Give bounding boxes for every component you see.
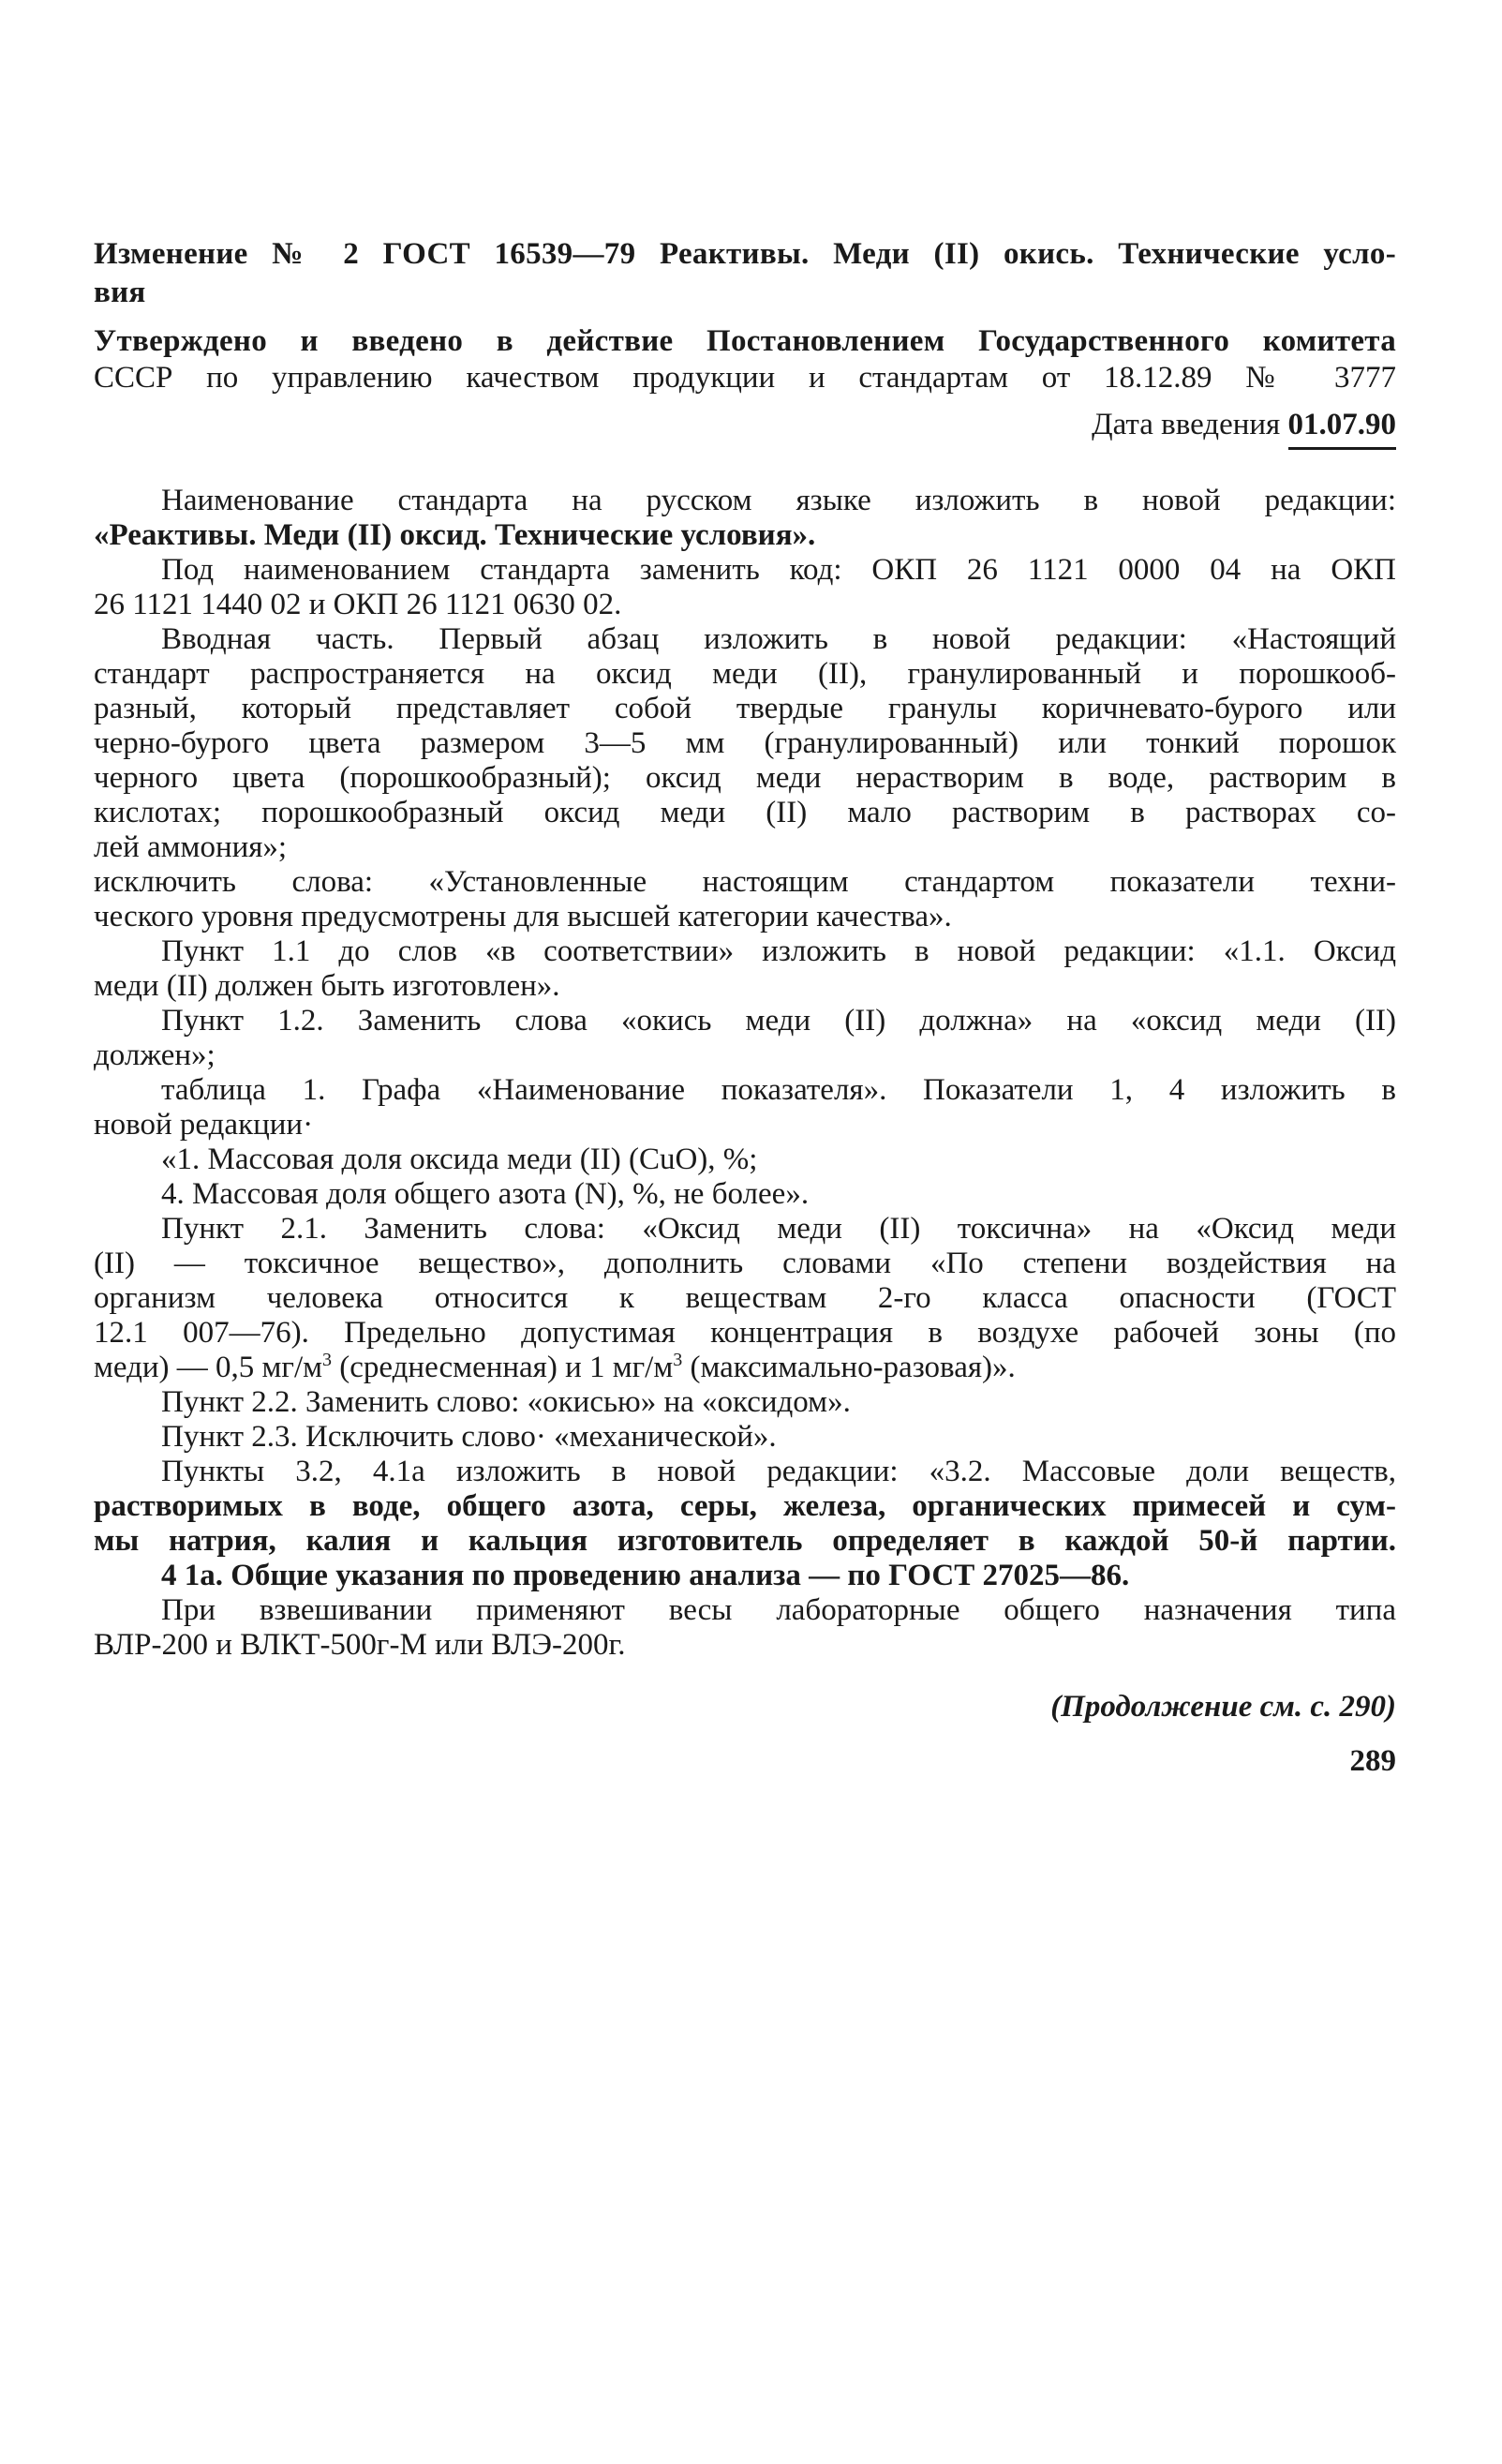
body-line: 4. Массовая доля общего азота (N), %, не более». <box>161 1177 810 1211</box>
approval-line-2: СССР по управлению качеством продукции и стандартам от 18.12.89 № 3777 <box>94 361 1396 395</box>
body-line: черно-бурого цвета размером 3—5 мм (гранулированный) или тонкий порошок <box>94 726 1396 760</box>
continuation-note: (Продолжение см. с. 290) <box>1050 1690 1396 1724</box>
body-line: Пункт 1.2. Заменить слова «окись меди (II) должна» на «оксид меди (II) <box>161 1004 1396 1038</box>
body-line: Наименование стандарта на русском языке изложить в новой редакции: <box>161 484 1396 517</box>
effective-date-label: Дата введения <box>1092 408 1281 441</box>
body-line: ВЛР-200 и ВЛКТ-500г-М или ВЛЭ-200г. <box>94 1628 626 1662</box>
body-line <box>94 1352 1396 1383</box>
body-line: растворимых в воде, общего азота, серы, железа, органических примесей и сум- <box>94 1489 1396 1523</box>
body-line: стандарт распространяется на оксид меди (II), гранулированный и порошкооб- <box>94 657 1396 691</box>
body-line: 26 1121 1440 02 и ОКП 26 1121 0630 02. <box>94 588 622 621</box>
body-line: 4 1а. Общие указания по проведению анализа — по ГОСТ 27025—86. <box>161 1559 1130 1592</box>
body-line: мы натрия, калия и кальция изготовитель определяет в каждой 50-й партии. <box>94 1524 1396 1558</box>
body-text-run: меди) — 0,5 мг/м <box>94 1351 323 1384</box>
body-line: Под наименованием стандарта заменить код: ОКП 26 1121 0000 04 на ОКП <box>161 553 1396 587</box>
body-line: кислотах; порошкообразный оксид меди (II) мало растворим в растворах со- <box>94 796 1396 829</box>
amendment-title-line-1: Изменение № 2 ГОСТ 16539—79 Реактивы. Меди (II) окись. Технические усло- <box>94 237 1396 271</box>
body-line: При взвешивании применяют весы лабораторные общего назначения типа <box>161 1593 1396 1627</box>
amendment-title-line-2: вия <box>94 276 146 309</box>
superscript: 3 <box>322 1350 333 1370</box>
body-line: Пункт 1.1 до слов «в соответствии» изложить в новой редакции: «1.1. Оксид <box>161 934 1396 968</box>
body-line: Пункт 2.1. Заменить слова: «Оксид меди (II) токсична» на «Оксид меди <box>161 1212 1396 1246</box>
body-line: Вводная часть. Первый абзац изложить в новой редакции: «Настоящий <box>161 622 1396 656</box>
body-line: организм человека относится к веществам 2-го класса опасности (ГОСТ <box>94 1281 1396 1315</box>
body-line: исключить слова: «Установленные настоящим стандартом показатели техни- <box>94 865 1396 899</box>
body-line: новой редакции· <box>94 1108 314 1142</box>
body-line: 12.1 007—76). Предельно допустимая концентрация в воздухе рабочей зоны (по <box>94 1316 1396 1350</box>
body-line: лей аммония»; <box>94 830 288 864</box>
body-line: (II) — токсичное вещество», дополнить словами «По степени воздействия на <box>94 1247 1396 1280</box>
superscript: 3 <box>673 1350 683 1370</box>
effective-date <box>94 410 1396 441</box>
body-text-run: (среднесменная) и 1 мг/м <box>332 1351 674 1384</box>
body-line: Пункт 2.2. Заменить слово: «окисью» на «оксидом». <box>161 1385 851 1419</box>
body-line: «Реактивы. Меди (II) оксид. Технические условия». <box>94 518 816 552</box>
body-line: меди (II) должен быть изготовлен». <box>94 969 560 1003</box>
body-line: Пункты 3.2, 4.1а изложить в новой редакции: «3.2. Массовые доли веществ, <box>161 1455 1396 1488</box>
body-line: ческого уровня предусмотрены для высшей категории качества». <box>94 900 952 933</box>
approval-line-1: Утверждено и введено в действие Постановлением Государственного комитета <box>94 324 1396 358</box>
body-line: должен»; <box>94 1038 216 1072</box>
body-line: черного цвета (порошкообразный); оксид меди нерастворим в воде, растворим в <box>94 761 1396 795</box>
page-number: 289 <box>1349 1744 1396 1778</box>
body-line: «1. Массовая доля оксида меди (II) (CuO), %; <box>161 1142 758 1176</box>
effective-date-value: 01.07.90 <box>1288 408 1397 450</box>
body-line: Пункт 2.3. Исключить слово· «механической». <box>161 1420 777 1454</box>
body-line: таблица 1. Графа «Наименование показателя». Показатели 1, 4 изложить в <box>161 1073 1396 1107</box>
body-text-run: (максимально-разовая)». <box>682 1351 1016 1384</box>
body-line: разный, который представляет собой твердые гранулы коричневато-бурого или <box>94 692 1396 725</box>
